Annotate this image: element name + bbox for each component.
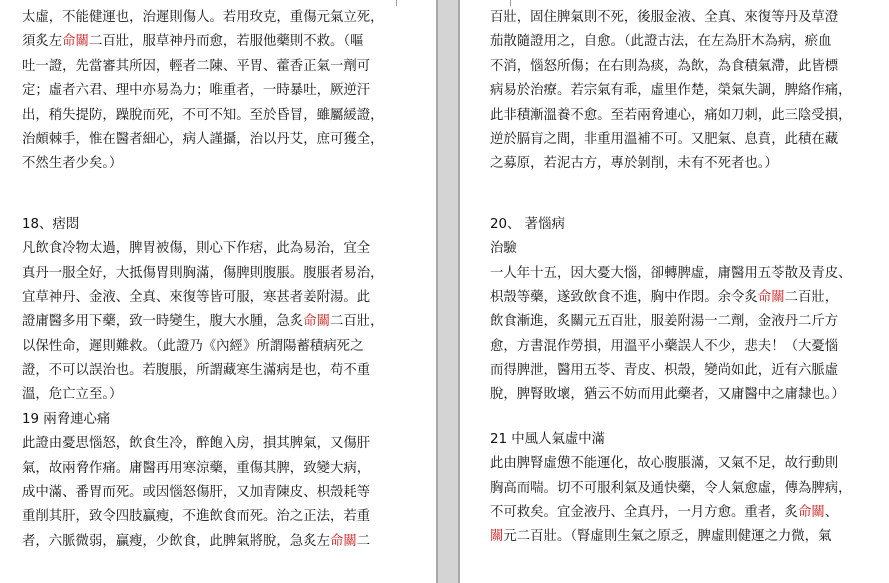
section-20-subheading: 治驗 xyxy=(490,241,517,257)
highlighted-term: 命關 xyxy=(757,289,785,305)
text-line: 證，不可以誤治也。若腹脹，所謂藏寒生滿病是也，苟不重 xyxy=(22,363,371,379)
text-line: 不然生者少矣。） xyxy=(22,156,123,172)
blank-spacer xyxy=(490,408,882,428)
highlighted-term: 命關 xyxy=(329,533,357,549)
section-18-body xyxy=(22,237,427,408)
right-page-text xyxy=(490,6,882,550)
text-line: 氣，故兩脅作痛。庸醫再用寒涼藥，重傷其脾，致變大病， xyxy=(22,460,371,476)
text-line: 成中滿、番胃而死。或因惱怒傷肝，又加青陳皮、枳殼耗等 xyxy=(22,485,371,501)
text-line: 之募原，若泥古方，專於剝削，未有不死者也。） xyxy=(490,156,778,172)
text-line: 重削其肝，致令四肢贏瘦，不進飲食而死。治之正法，若重 xyxy=(22,509,371,525)
section-19-heading: 19 兩脅連心痛 xyxy=(22,411,111,427)
highlighted-term: 命關 xyxy=(62,34,89,50)
text-line: 百壯，固住脾氣則不死，後服金液、全真、來復等丹及草澄 xyxy=(490,10,839,25)
left-document-page xyxy=(0,0,436,583)
section-19-body xyxy=(22,432,427,554)
highlighted-term: 關 xyxy=(490,529,504,545)
text-line: 吐一證，先當審其所因，輕者二陳、平胃、藿香正氣一劑可 xyxy=(22,58,371,74)
text-line: 太虛，不能健運也，治遲則傷人。若用玫克，重傷元氣立死， xyxy=(22,10,384,25)
text-line: 一人年十五，因大憂大惱，卻轉脾虛，庸醫用五苓散及青皮、 xyxy=(490,265,852,281)
text-line: 胸高而喘。切不可服利氣及通快藥，令人氣愈虛，傳為脾病， xyxy=(490,480,852,496)
section-21-heading: 21 中風人氣虛中滿 xyxy=(490,431,606,447)
text-line: 枳殼等藥，遂致飲食不進，胸中作悶。余令炙命關二百壯， xyxy=(490,289,839,305)
blank-spacer xyxy=(22,177,427,213)
left-page-text xyxy=(22,6,427,554)
page-gutter xyxy=(436,0,460,583)
highlighted-term: 命關 xyxy=(797,505,825,521)
text-line: 宜草神丹、金液、全真、來復等皆可服，寒甚者姜附湯。此 xyxy=(22,289,371,305)
text-line: 不可救矣。宜金液丹、全真丹，一月方愈。重者，炙命關、 xyxy=(490,505,839,521)
text-line: 溫，危亡立至。） xyxy=(22,387,123,403)
text-line: 證庸醫多用下藥，致一時變生，腹大水腫，急炙命關二百壯， xyxy=(22,314,384,330)
text-line: 愈，方書混作勞損，用溫平小藥誤人不少，悲夫！（大憂惱 xyxy=(490,338,839,354)
left-block-1 xyxy=(22,6,427,177)
highlighted-term: 命關 xyxy=(303,314,330,330)
text-line: 脫，脾腎敗壞，猶云不妨而用此藥者，又庸醫中之庸隸也。） xyxy=(490,387,845,403)
text-line: 以保性命，遲則難救。（此證乃《內經》所謂陽蓄積病死之 xyxy=(22,338,364,354)
text-line: 凡飲食冷物太過，脾胃被傷，則心下作痞，此為易治，宜全 xyxy=(22,241,371,257)
text-line: 飲食漸進，炙關元五百壯，服姜附湯一二劑，金液丹二斤方 xyxy=(490,314,839,330)
text-line: 此證由憂思惱怒，飲食生冷，醉飽入房，損其脾氣，又傷肝 xyxy=(22,436,371,452)
section-20-heading: 20、 著惱病 xyxy=(490,216,565,232)
section-21-body xyxy=(490,452,882,550)
text-line: 定；虛者六君、理中亦易為力；唯重者，一時暴吐，厥逆汗 xyxy=(22,83,371,99)
section-18-heading: 18、痞悶 xyxy=(22,216,80,232)
text-line: 關元二百壯。（腎虛則生氣之原乏，脾虛則健運之力微，氣 xyxy=(490,529,832,545)
text-line: 須炙左命關二百壯，服草神丹而愈，若服他藥則不救。（嘔 xyxy=(22,34,364,50)
text-line: 此非積漸溫養不愈。至若兩脅連心，痛如刀刺，此三陰受損， xyxy=(490,107,852,123)
text-line: 治頗棘手，惟在醫者細心，病人謹攝，治以丹艾，庶可獲全， xyxy=(22,131,384,147)
section-20-body xyxy=(490,262,882,408)
text-line: 出，稍失提防，躁脫而死，不可不知。至於昏冒，雖屬緩證， xyxy=(22,107,384,123)
text-line: 茄散隨證用之，自愈。（此證古法，在左為肝木為病，瘀血 xyxy=(490,34,832,50)
right-block-1 xyxy=(490,6,882,177)
text-line: 逆於膈肓之間，非重用溫補不可。又肥氣、息賁，此積在藏 xyxy=(490,131,839,147)
gutter-edge-left xyxy=(436,0,438,583)
text-line: 病易於治療。若宗氣有乖，虛里作楚，榮氣失調，脾絡作痛， xyxy=(490,83,852,99)
text-line: 者，六脈微弱，贏瘦，少飲食，此脾氣將脫，急炙左命關二 xyxy=(22,533,371,549)
text-line: 不消，惱怒所傷；在右則為痰，為飲，為食積氣滯，此皆標 xyxy=(490,58,839,74)
blank-spacer xyxy=(490,177,882,213)
text-line: 此由脾腎虛憊不能運化，故心腹脹滿，又氣不足，故行動則 xyxy=(490,456,839,472)
text-line: 真丹一服全好，大抵傷胃則胸滿，傷脾則腹脹。腹脹者易治， xyxy=(22,265,384,281)
right-document-page xyxy=(460,0,889,583)
text-line: 而得脾泄，醫用五苓、青皮、枳殼，變尚如此，近有六脈虛 xyxy=(490,363,839,379)
